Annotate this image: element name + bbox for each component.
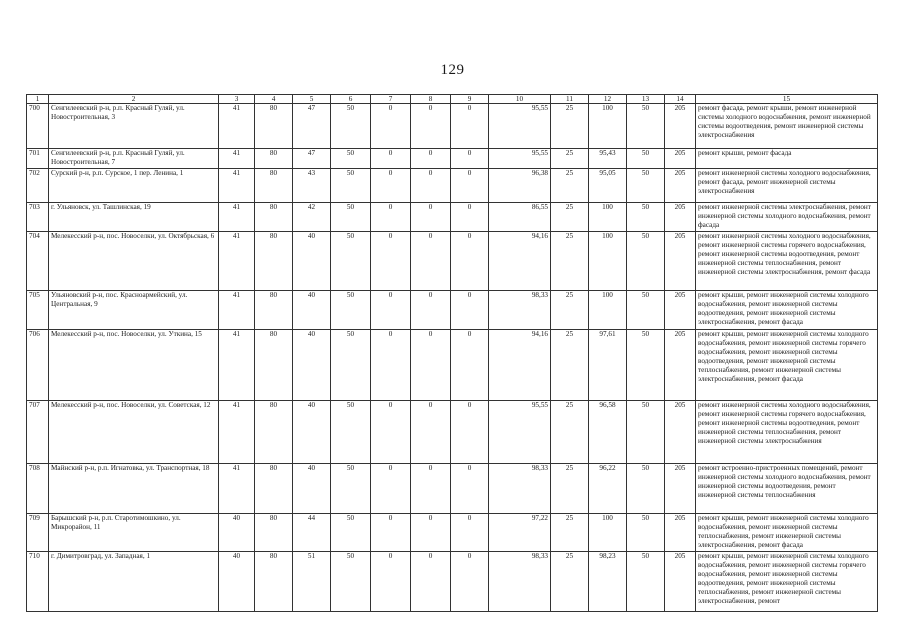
column-header-6: 6 <box>331 95 371 104</box>
value-cell: 50 <box>627 169 665 203</box>
column-header-4: 4 <box>255 95 293 104</box>
table-row <box>27 104 878 149</box>
address-cell: Мелекесский р-н, пос. Новоселки, ул. Уткина, 15 <box>49 330 219 401</box>
row-number: 701 <box>27 149 49 169</box>
column-header-12: 12 <box>589 95 627 104</box>
value-cell: 96,22 <box>589 464 627 514</box>
value-cell: 0 <box>411 464 451 514</box>
value-cell: 41 <box>219 401 255 464</box>
value-cell: 97,22 <box>489 514 551 552</box>
value-cell: 0 <box>371 232 411 291</box>
value-cell: 50 <box>627 401 665 464</box>
value-cell: 80 <box>255 514 293 552</box>
works-cell: ремонт инженерной системы электроснабжения, ремонт инженерной системы холодного водоснабжения, ремонт фасада <box>696 203 878 232</box>
table-row <box>27 330 878 401</box>
value-cell: 47 <box>293 104 331 149</box>
column-header-14: 14 <box>665 95 696 104</box>
value-cell: 50 <box>331 552 371 612</box>
column-header-9: 9 <box>451 95 489 104</box>
address-cell: Мелекесский р-н, пос. Новоселки, ул. Октябрьская, 6 <box>49 232 219 291</box>
value-cell: 42 <box>293 203 331 232</box>
value-cell: 100 <box>589 291 627 330</box>
column-header-5: 5 <box>293 95 331 104</box>
value-cell: 50 <box>331 291 371 330</box>
value-cell: 98,33 <box>489 464 551 514</box>
table-row <box>27 514 878 552</box>
value-cell: 25 <box>551 104 589 149</box>
value-cell: 40 <box>293 401 331 464</box>
table-body <box>27 104 878 612</box>
value-cell: 98,23 <box>589 552 627 612</box>
value-cell: 80 <box>255 169 293 203</box>
value-cell: 0 <box>451 232 489 291</box>
value-cell: 0 <box>411 203 451 232</box>
value-cell: 98,33 <box>489 552 551 612</box>
row-number: 704 <box>27 232 49 291</box>
value-cell: 25 <box>551 464 589 514</box>
works-cell: ремонт инженерной системы холодного водоснабжения, ремонт инженерной системы горячего водоснабжения, ремонт инженерной системы водоотведения, ремонт инженерной системы теплоснабжения, ремонт инженерной системы электроснабжения, ремонт фасада <box>696 232 878 291</box>
value-cell: 0 <box>371 104 411 149</box>
value-cell: 98,33 <box>489 291 551 330</box>
page-number: 129 <box>440 62 465 78</box>
value-cell: 40 <box>293 330 331 401</box>
value-cell: 95,43 <box>589 149 627 169</box>
value-cell: 80 <box>255 203 293 232</box>
value-cell: 50 <box>331 514 371 552</box>
table-row <box>27 291 878 330</box>
column-header-3: 3 <box>219 95 255 104</box>
value-cell: 25 <box>551 169 589 203</box>
value-cell: 0 <box>451 169 489 203</box>
value-cell: 0 <box>451 149 489 169</box>
address-cell: Сенгилеевский р-н, р.п. Красный Гуляй, ул. Новостроительная, 3 <box>49 104 219 149</box>
value-cell: 51 <box>293 552 331 612</box>
value-cell: 95,55 <box>489 401 551 464</box>
value-cell: 0 <box>451 203 489 232</box>
address-cell: Ульяновский р-н, пос. Красноармейский, ул. Центральная, 9 <box>49 291 219 330</box>
value-cell: 25 <box>551 232 589 291</box>
value-cell: 100 <box>589 232 627 291</box>
table-row <box>27 232 878 291</box>
row-number: 707 <box>27 401 49 464</box>
value-cell: 25 <box>551 514 589 552</box>
value-cell: 0 <box>371 149 411 169</box>
column-header-7: 7 <box>371 95 411 104</box>
value-cell: 80 <box>255 464 293 514</box>
value-cell: 41 <box>219 149 255 169</box>
value-cell: 0 <box>411 514 451 552</box>
value-cell: 0 <box>411 232 451 291</box>
value-cell: 41 <box>219 169 255 203</box>
value-cell: 0 <box>451 104 489 149</box>
value-cell: 205 <box>665 330 696 401</box>
value-cell: 41 <box>219 104 255 149</box>
value-cell: 0 <box>371 203 411 232</box>
address-cell: г. Ульяновск, ул. Ташлинская, 19 <box>49 203 219 232</box>
value-cell: 94,16 <box>489 330 551 401</box>
value-cell: 86,55 <box>489 203 551 232</box>
value-cell: 95,55 <box>489 149 551 169</box>
value-cell: 50 <box>627 514 665 552</box>
column-header-11: 11 <box>551 95 589 104</box>
value-cell: 205 <box>665 169 696 203</box>
value-cell: 80 <box>255 291 293 330</box>
value-cell: 0 <box>451 514 489 552</box>
address-cell: г. Димитровград, ул. Западная, 1 <box>49 552 219 612</box>
value-cell: 205 <box>665 104 696 149</box>
address-cell: Мелекесский р-н, пос. Новоселки, ул. Советская, 12 <box>49 401 219 464</box>
column-header-2: 2 <box>49 95 219 104</box>
value-cell: 25 <box>551 291 589 330</box>
value-cell: 0 <box>411 401 451 464</box>
value-cell: 96,58 <box>589 401 627 464</box>
value-cell: 205 <box>665 232 696 291</box>
value-cell: 41 <box>219 464 255 514</box>
row-number: 700 <box>27 104 49 149</box>
table-row <box>27 464 878 514</box>
value-cell: 0 <box>411 330 451 401</box>
value-cell: 80 <box>255 330 293 401</box>
value-cell: 41 <box>219 330 255 401</box>
works-cell: ремонт крыши, ремонт фасада <box>696 149 878 169</box>
value-cell: 0 <box>411 169 451 203</box>
value-cell: 0 <box>451 401 489 464</box>
value-cell: 95,55 <box>489 104 551 149</box>
value-cell: 25 <box>551 149 589 169</box>
value-cell: 80 <box>255 401 293 464</box>
value-cell: 50 <box>627 203 665 232</box>
table-row <box>27 203 878 232</box>
value-cell: 41 <box>219 203 255 232</box>
works-cell: ремонт крыши, ремонт инженерной системы холодного водоснабжения, ремонт инженерной системы горячего водоснабжения, ремонт инженерной системы водоотведения, ремонт инженерной системы теплоснабжения, ремонт инженерной системы электроснабжения, ремонт <box>696 552 878 612</box>
column-header-15: 15 <box>696 95 878 104</box>
value-cell: 50 <box>331 149 371 169</box>
value-cell: 40 <box>293 291 331 330</box>
value-cell: 0 <box>451 330 489 401</box>
value-cell: 41 <box>219 291 255 330</box>
value-cell: 0 <box>371 401 411 464</box>
value-cell: 205 <box>665 401 696 464</box>
value-cell: 47 <box>293 149 331 169</box>
value-cell: 205 <box>665 149 696 169</box>
value-cell: 0 <box>371 552 411 612</box>
table-row <box>27 169 878 203</box>
value-cell: 80 <box>255 232 293 291</box>
value-cell: 80 <box>255 552 293 612</box>
value-cell: 97,61 <box>589 330 627 401</box>
row-number: 710 <box>27 552 49 612</box>
value-cell: 25 <box>551 401 589 464</box>
value-cell: 40 <box>219 514 255 552</box>
value-cell: 100 <box>589 203 627 232</box>
works-cell: ремонт крыши, ремонт инженерной системы холодного водоснабжения, ремонт инженерной системы водоотведения, ремонт инженерной системы электроснабжения, ремонт фасада <box>696 291 878 330</box>
works-cell: ремонт инженерной системы холодного водоснабжения, ремонт фасада, ремонт инженерной системы электроснабжения <box>696 169 878 203</box>
value-cell: 100 <box>589 514 627 552</box>
value-cell: 40 <box>219 552 255 612</box>
value-cell: 95,05 <box>589 169 627 203</box>
value-cell: 96,38 <box>489 169 551 203</box>
value-cell: 50 <box>331 203 371 232</box>
value-cell: 205 <box>665 464 696 514</box>
works-cell: ремонт встроенно-пристроенных помещений, ремонт инженерной системы холодного водоснабжения, ремонт инженерной системы водоотведения, ремонт инженерной системы теплоснабжения <box>696 464 878 514</box>
value-cell: 205 <box>665 514 696 552</box>
value-cell: 0 <box>371 514 411 552</box>
value-cell: 0 <box>451 464 489 514</box>
value-cell: 0 <box>371 291 411 330</box>
value-cell: 50 <box>331 330 371 401</box>
value-cell: 25 <box>551 203 589 232</box>
works-cell: ремонт крыши, ремонт инженерной системы холодного водоснабжения, ремонт инженерной системы горячего водоснабжения, ремонт инженерной системы водоотведения, ремонт инженерной системы теплоснабжения, ремонт инженерной системы электроснабжения, ремонт фасада <box>696 330 878 401</box>
value-cell: 50 <box>331 169 371 203</box>
value-cell: 40 <box>293 464 331 514</box>
value-cell: 50 <box>627 232 665 291</box>
value-cell: 50 <box>331 104 371 149</box>
row-number: 706 <box>27 330 49 401</box>
value-cell: 50 <box>627 552 665 612</box>
value-cell: 80 <box>255 149 293 169</box>
row-number: 702 <box>27 169 49 203</box>
row-number: 705 <box>27 291 49 330</box>
value-cell: 0 <box>451 291 489 330</box>
works-cell: ремонт крыши, ремонт инженерной системы холодного водоснабжения, ремонт инженерной системы теплоснабжения, ремонт инженерной системы электроснабжения, ремонт фасада <box>696 514 878 552</box>
value-cell: 50 <box>331 401 371 464</box>
value-cell: 25 <box>551 552 589 612</box>
value-cell: 80 <box>255 104 293 149</box>
row-number: 709 <box>27 514 49 552</box>
buildings-table <box>26 94 878 612</box>
value-cell: 44 <box>293 514 331 552</box>
value-cell: 205 <box>665 552 696 612</box>
works-cell: ремонт инженерной системы холодного водоснабжения, ремонт инженерной системы горячего водоснабжения, ремонт инженерной системы водоотведения, ремонт инженерной системы теплоснабжения, ремонт инженерной системы электроснабжения <box>696 401 878 464</box>
address-cell: Майнский р-н, р.п. Игнатовка, ул. Транспортная, 18 <box>49 464 219 514</box>
value-cell: 100 <box>589 104 627 149</box>
value-cell: 0 <box>371 169 411 203</box>
table-row <box>27 401 878 464</box>
column-header-1: 1 <box>27 95 49 104</box>
value-cell: 50 <box>627 104 665 149</box>
value-cell: 0 <box>451 552 489 612</box>
table-row <box>27 149 878 169</box>
value-cell: 50 <box>627 464 665 514</box>
value-cell: 50 <box>627 291 665 330</box>
value-cell: 0 <box>411 104 451 149</box>
value-cell: 50 <box>331 232 371 291</box>
column-header-8: 8 <box>411 95 451 104</box>
value-cell: 0 <box>411 291 451 330</box>
table-row <box>27 552 878 612</box>
column-header-10: 10 <box>489 95 551 104</box>
value-cell: 205 <box>665 291 696 330</box>
value-cell: 50 <box>627 330 665 401</box>
column-header-13: 13 <box>627 95 665 104</box>
value-cell: 0 <box>371 464 411 514</box>
row-number: 703 <box>27 203 49 232</box>
value-cell: 0 <box>371 330 411 401</box>
value-cell: 50 <box>331 464 371 514</box>
value-cell: 94,16 <box>489 232 551 291</box>
works-cell: ремонт фасада, ремонт крыши, ремонт инженерной системы холодного водоснабжения, ремонт инженерной системы водоотведения, ремонт инженерной системы электроснабжения <box>696 104 878 149</box>
value-cell: 50 <box>627 149 665 169</box>
value-cell: 0 <box>411 552 451 612</box>
value-cell: 41 <box>219 232 255 291</box>
address-cell: Барышский р-н, р.п. Старотимошкино, ул. Микрорайон, 11 <box>49 514 219 552</box>
value-cell: 43 <box>293 169 331 203</box>
address-cell: Сурский р-н, р.п. Сурское, 1 пер. Ленина, 1 <box>49 169 219 203</box>
value-cell: 205 <box>665 203 696 232</box>
header-row <box>27 95 878 104</box>
row-number: 708 <box>27 464 49 514</box>
address-cell: Сенгилеевский р-н, р.п. Красный Гуляй, ул. Новостроительная, 7 <box>49 149 219 169</box>
value-cell: 40 <box>293 232 331 291</box>
value-cell: 25 <box>551 330 589 401</box>
value-cell: 0 <box>411 149 451 169</box>
